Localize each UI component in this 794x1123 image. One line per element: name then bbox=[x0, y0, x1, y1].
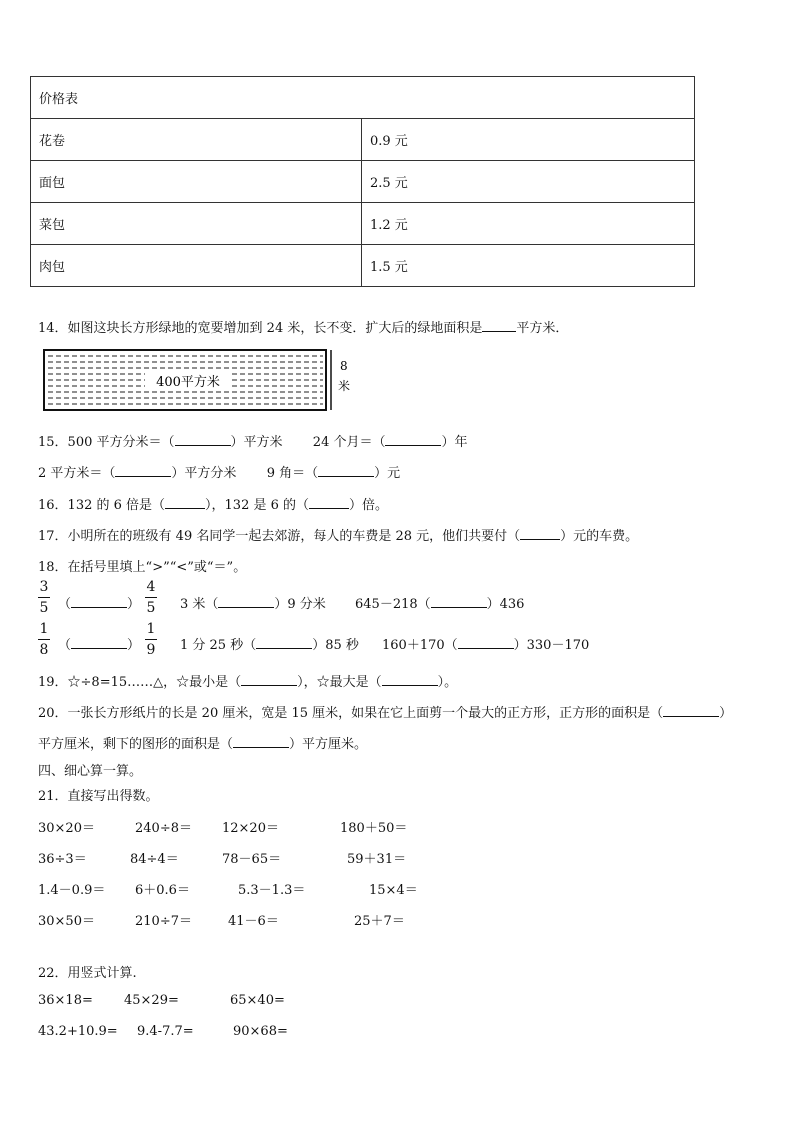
answer-blank[interactable] bbox=[256, 636, 312, 649]
answer-blank[interactable] bbox=[115, 464, 171, 477]
compare-blank-1 bbox=[58, 593, 140, 612]
calc-item: 45×29= bbox=[124, 993, 179, 1008]
table-cell-price: 1.2 元 bbox=[362, 203, 695, 245]
calc-item: 25＋7＝ bbox=[354, 914, 405, 929]
answer-blank[interactable] bbox=[233, 735, 289, 748]
q18-text: ）330－170 bbox=[513, 638, 590, 653]
calc-item: 78－65＝ bbox=[222, 852, 282, 867]
q20-text: 平方厘米，剩下的图形的面积是（ bbox=[38, 737, 234, 752]
q16-text: 16．132 的 6 倍是（ bbox=[38, 498, 166, 513]
calc-item: 36÷3＝ bbox=[38, 852, 87, 867]
calc-item: 41－6＝ bbox=[228, 914, 279, 929]
q15-text: 9 角＝（ bbox=[266, 466, 319, 481]
question-17 bbox=[38, 525, 638, 544]
fraction-1-9 bbox=[145, 620, 157, 659]
answer-blank[interactable] bbox=[218, 595, 274, 608]
compare-item-2 bbox=[180, 593, 326, 612]
q19-text: ）。 bbox=[437, 675, 458, 690]
calc-item: 59＋31＝ bbox=[347, 852, 407, 867]
numerator: 1 bbox=[39, 621, 49, 637]
question-19 bbox=[38, 671, 457, 690]
q16-text: ）倍。 bbox=[349, 498, 389, 513]
q17-text: 17．小明所在的班级有 49 名同学一起去郊游，每人的车费是 28 元，他们共要付（ bbox=[38, 529, 521, 544]
calc-item: 180＋50＝ bbox=[340, 821, 408, 836]
price-table-header: 价格表 bbox=[31, 77, 695, 119]
q18-text: ）436 bbox=[486, 597, 525, 612]
denominator: 5 bbox=[39, 600, 49, 616]
q15-text: 15．500 平方分米＝（ bbox=[38, 435, 175, 450]
q18-text: ）85 秒 bbox=[312, 638, 359, 653]
compare-item-3 bbox=[355, 593, 524, 612]
q18-text: 645－218（ bbox=[355, 597, 431, 612]
q15-text: ）平方米 bbox=[230, 435, 283, 450]
calc-item: 65×40= bbox=[230, 993, 285, 1008]
paren: ） bbox=[127, 638, 141, 653]
price-table bbox=[30, 76, 695, 287]
answer-blank[interactable] bbox=[318, 464, 374, 477]
paren: （ bbox=[58, 597, 72, 612]
answer-blank[interactable] bbox=[241, 673, 297, 686]
answer-blank[interactable] bbox=[458, 636, 514, 649]
figure-side-unit: 米 bbox=[338, 379, 350, 393]
q14-text: 14．如图这块长方形绿地的宽要增加到 24 米，长不变．扩大后的绿地面积是 bbox=[38, 321, 483, 336]
calc-item: 84÷4＝ bbox=[130, 852, 179, 867]
denominator: 9 bbox=[146, 642, 156, 658]
answer-blank[interactable] bbox=[165, 496, 205, 509]
table-cell-price: 0.9 元 bbox=[362, 119, 695, 161]
q15-text: ）年 bbox=[441, 435, 468, 450]
calc-item: 15×4＝ bbox=[369, 883, 418, 898]
question-14 bbox=[38, 317, 568, 336]
compare-item-6 bbox=[382, 634, 589, 653]
q17-text: ）元的车费。 bbox=[560, 529, 639, 544]
table-row bbox=[31, 119, 695, 161]
paren: （ bbox=[58, 638, 72, 653]
calc-item: 6＋0.6＝ bbox=[135, 883, 190, 898]
compare-item-5 bbox=[180, 634, 359, 653]
q14-text-end: 平方米． bbox=[516, 321, 569, 336]
question-20-line1 bbox=[38, 702, 732, 721]
answer-blank[interactable] bbox=[520, 527, 560, 540]
q18-text: ）9 分米 bbox=[274, 597, 326, 612]
calc-item: 30×20＝ bbox=[38, 821, 95, 836]
calc-item: 9.4-7.7= bbox=[137, 1024, 194, 1039]
calc-item: 36×18= bbox=[38, 993, 93, 1008]
table-cell-item: 肉包 bbox=[31, 245, 362, 287]
table-cell-item: 面包 bbox=[31, 161, 362, 203]
q20-text: ） bbox=[719, 706, 733, 721]
calc-item: 43.2+10.9= bbox=[38, 1024, 118, 1039]
calc-item: 240÷8＝ bbox=[135, 821, 192, 836]
q18-text: 3 米（ bbox=[180, 597, 219, 612]
q16-text: ），132 是 6 的（ bbox=[205, 498, 310, 513]
table-cell-price: 2.5 元 bbox=[362, 161, 695, 203]
q15-text: ）元 bbox=[374, 466, 401, 481]
question-15-line2 bbox=[38, 462, 400, 481]
q20-text: 20．一张长方形纸片的长是 20 厘米，宽是 15 厘米，如果在它上面剪一个最大的正方形，正方形的面积是（ bbox=[38, 706, 664, 721]
q15-text: 2 平方米＝（ bbox=[38, 466, 116, 481]
q19-text: ），☆最大是（ bbox=[297, 675, 382, 690]
q20-text: ）平方厘米。 bbox=[289, 737, 368, 752]
calc-item: 1.4－0.9＝ bbox=[38, 883, 106, 898]
calc-item: 30×50＝ bbox=[38, 914, 95, 929]
table-cell-item: 菜包 bbox=[31, 203, 362, 245]
answer-blank[interactable] bbox=[309, 496, 349, 509]
q15-text: 24 个月＝（ bbox=[312, 435, 386, 450]
q18-text: 1 分 25 秒（ bbox=[180, 638, 257, 653]
q19-text: 19．☆÷8=15……△，☆最小是（ bbox=[38, 675, 242, 690]
fraction-4-5 bbox=[145, 578, 157, 617]
answer-blank[interactable] bbox=[175, 433, 231, 446]
compare-blank-4 bbox=[58, 634, 140, 653]
question-18-title: 18．在括号里填上“>”“<”或“＝”。 bbox=[38, 560, 247, 575]
table-cell-item: 花卷 bbox=[31, 119, 362, 161]
denominator: 5 bbox=[146, 600, 156, 616]
answer-blank[interactable] bbox=[382, 673, 438, 686]
question-22-title: 22．用竖式计算. bbox=[38, 966, 137, 981]
numerator: 1 bbox=[146, 621, 156, 637]
figure-side-number: 8 bbox=[340, 359, 348, 373]
table-row bbox=[31, 161, 695, 203]
table-row bbox=[31, 203, 695, 245]
fraction-3-5 bbox=[38, 578, 50, 617]
table-cell-price: 1.5 元 bbox=[362, 245, 695, 287]
table-row bbox=[31, 245, 695, 287]
answer-blank[interactable] bbox=[663, 704, 719, 717]
answer-blank[interactable] bbox=[71, 595, 127, 608]
fraction-1-8 bbox=[38, 620, 50, 659]
section-heading: 四、细心算一算。 bbox=[38, 764, 143, 779]
question-20-line2 bbox=[38, 733, 367, 752]
answer-blank[interactable] bbox=[482, 319, 516, 332]
rectangle-figure bbox=[40, 346, 350, 414]
numerator: 3 bbox=[39, 579, 49, 595]
numerator: 4 bbox=[146, 579, 156, 595]
calc-item: 90×68= bbox=[233, 1024, 288, 1039]
paren: ） bbox=[127, 597, 141, 612]
answer-blank[interactable] bbox=[431, 595, 487, 608]
denominator: 8 bbox=[39, 642, 49, 658]
calc-item: 5.3－1.3＝ bbox=[238, 883, 306, 898]
calc-item: 12×20＝ bbox=[222, 821, 279, 836]
calc-item: 210÷7＝ bbox=[135, 914, 192, 929]
question-16 bbox=[38, 494, 388, 513]
figure-area-label: 400平方米 bbox=[156, 375, 220, 390]
q18-text: 160＋170（ bbox=[382, 638, 458, 653]
question-15-line1 bbox=[38, 431, 468, 450]
answer-blank[interactable] bbox=[71, 636, 127, 649]
q15-text: ）平方分米 bbox=[171, 466, 237, 481]
answer-blank[interactable] bbox=[385, 433, 441, 446]
question-21-title: 21．直接写出得数。 bbox=[38, 789, 159, 804]
